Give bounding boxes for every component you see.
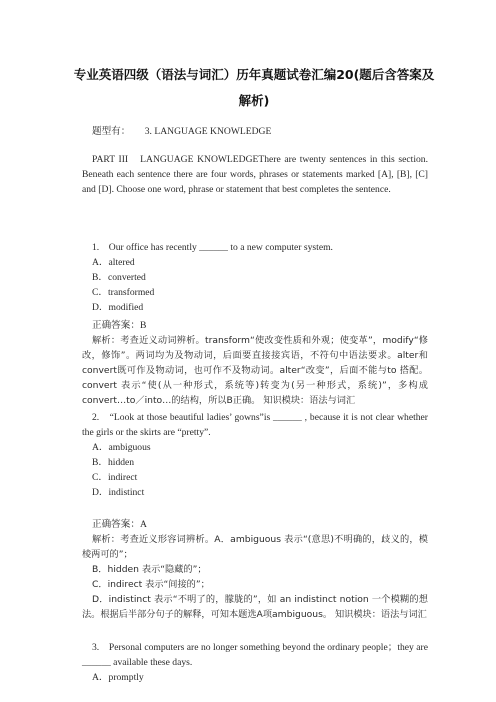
option-d: D．modified <box>92 302 144 313</box>
question-3-options <box>82 670 428 685</box>
question-type-line: 题型有： 3. LANGUAGE KNOWLEDGE <box>92 126 272 137</box>
answer-1: 正确答案：B <box>92 320 147 331</box>
section-intro: PART III LANGUAGE KNOWLEDGEThere are twenty sentences in this section. Beneath each sentence there are four words, phrases or statements marked [A], [B], [C] and [D]. Choose one word, phrase or statement that best completes the sentence. <box>82 154 428 195</box>
analysis-2: 解析：考查近义形容词辨析。A．ambiguous 表示“(意思)不明确的，歧义的，模棱两可的”； B．hidden 表示“隐藏的”； C．indirect 表示“间接的”； D．indistinct 表示“不明了的，朦胧的”，如 an indistinct notion 一个模糊的想法。根据后半部分句子的解释，可知本题选A项ambiguous。 知识模块：语法与词汇 <box>82 534 428 620</box>
option-b: B．converted <box>92 272 146 283</box>
analysis-1: 解析：考查近义动词辨析。transform“使改变性质和外观；使变革”，modify“修改，修饰”。两词均为及物动词，后面要直接接宾语，不符句中语法要求。alter和convert既可作及物动词，也可作不及物动词。alter“改变”，后面不能与to 搭配。convert 表示“使(从一种形式，系统等)转变为(另一种形式，系统)”，多构成convert…to／into…的结构，所以B正确。 知识模块：语法与词汇 <box>82 335 428 406</box>
option-b: B．hidden <box>92 457 135 468</box>
question-2 <box>82 410 428 440</box>
question-3 <box>82 640 428 670</box>
question-stem: 2. “Look at those beautiful ladies’ gowns”is ______ , because it is not clear whether the girls or the skirts are “pretty”. <box>82 412 428 438</box>
option-c: C．indirect <box>92 472 138 483</box>
option-c: C．transformed <box>92 287 155 298</box>
answer-2: 正确答案：A <box>92 519 147 530</box>
question-stem: 1. Our office has recently ______ to a new computer system. <box>92 242 333 253</box>
option-a: A．promptly <box>92 672 144 683</box>
option-d: D．indistinct <box>92 487 145 498</box>
question-1 <box>82 240 428 315</box>
question-2-options <box>82 440 428 500</box>
question-stem: 3. Personal computers are no longer something beyond the ordinary people；they are ______ available these days. <box>82 642 428 668</box>
page-title: 专业英语四级（语法与词汇）历年真题试卷汇编20(题后含答案及解析) <box>73 67 435 108</box>
option-a: A．altered <box>92 257 135 268</box>
option-a: A．ambiguous <box>92 442 151 453</box>
